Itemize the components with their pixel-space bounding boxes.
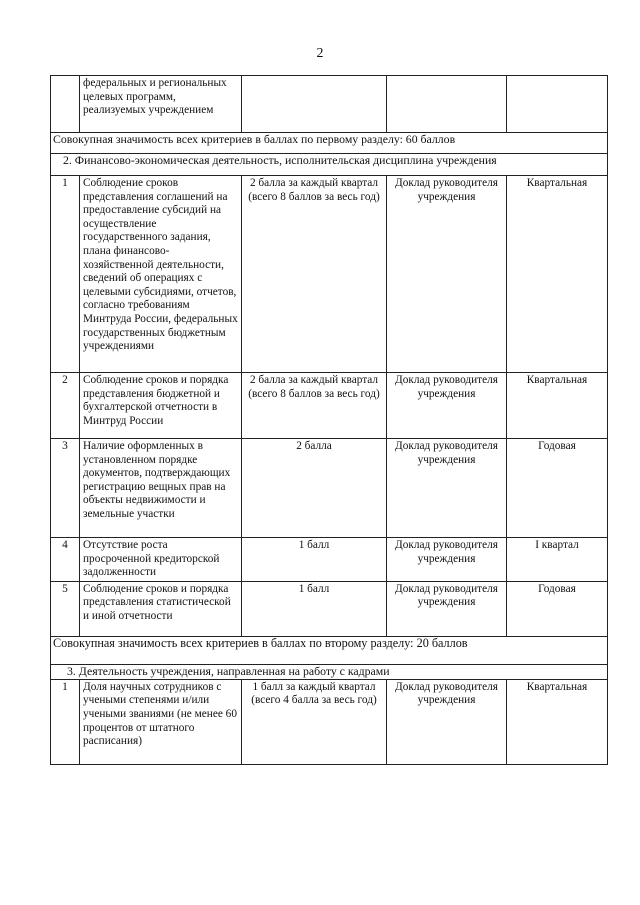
points-cell: 2 балла за каждый квартал (всего 8 баллов за весь год) (242, 373, 387, 439)
table-row (51, 679, 608, 764)
criteria-table (50, 75, 608, 765)
table-row (51, 176, 608, 373)
table-row (51, 581, 608, 636)
report-cell: Доклад руководителя учреждения (387, 679, 507, 764)
report-cell: Доклад руководителя учреждения (387, 581, 507, 636)
report-cell: Доклад руководителя учреждения (387, 538, 507, 582)
period-cell: Квартальная (507, 373, 608, 439)
criterion-cell: Наличие оформленных в установленном порядке документов, подтверждающих регистрацию вещных прав на объекты недвижимости и земельные участки (80, 439, 242, 538)
period-cell (507, 76, 608, 133)
section-summary: Совокупная значимость всех критериев в баллах по первому разделу: 60 баллов (51, 133, 608, 154)
section-header-row (51, 664, 608, 679)
section-summary: Совокупная значимость всех критериев в баллах по второму разделу: 20 баллов (51, 636, 608, 664)
criterion-cell: федеральных и региональных целевых программ, реализуемых учреждением (80, 76, 242, 133)
table-row (51, 373, 608, 439)
report-cell (387, 76, 507, 133)
section-title: 2. Финансово-экономическая деятельность, исполнительская дисциплина учреждения (51, 154, 608, 176)
points-cell (242, 76, 387, 133)
row-number: 5 (51, 581, 80, 636)
criterion-cell: Соблюдение сроков представления соглашений на предоставление субсидий на осуществление государственного задания, плана финансово-хозяйственной деятельности, сведений об операциях с целевыми субсидиями, отчетов, согласно требованиям Минтруда России, федеральных государственных бюджетным учреждениями (80, 176, 242, 373)
period-cell: I квартал (507, 538, 608, 582)
row-number: 1 (51, 176, 80, 373)
points-cell: 1 балл за каждый квартал (всего 4 балла за весь год) (242, 679, 387, 764)
report-cell: Доклад руководителя учреждения (387, 373, 507, 439)
section-summary-row (51, 133, 608, 154)
table-row (51, 538, 608, 582)
section-summary-row (51, 636, 608, 664)
period-cell: Квартальная (507, 679, 608, 764)
period-cell: Квартальная (507, 176, 608, 373)
criterion-cell: Отсутствие роста просроченной кредиторской задолженности (80, 538, 242, 582)
points-cell: 1 балл (242, 538, 387, 582)
points-cell: 1 балл (242, 581, 387, 636)
table-row (51, 76, 608, 133)
period-cell: Годовая (507, 439, 608, 538)
criterion-cell: Соблюдение сроков и порядка представления бюджетной и бухгалтерской отчетности в Минтруд России (80, 373, 242, 439)
row-number: 1 (51, 679, 80, 764)
points-cell: 2 балла (242, 439, 387, 538)
section-header-row (51, 154, 608, 176)
row-number: 2 (51, 373, 80, 439)
period-cell: Годовая (507, 581, 608, 636)
report-cell: Доклад руководителя учреждения (387, 439, 507, 538)
row-number: 3 (51, 439, 80, 538)
page-number: 2 (316, 46, 324, 61)
points-cell: 2 балла за каждый квартал (всего 8 баллов за весь год) (242, 176, 387, 373)
row-number: 4 (51, 538, 80, 582)
section-title: 3. Деятельность учреждения, направленная на работу с кадрами (51, 664, 608, 679)
criterion-cell: Доля научных сотрудников с учеными степенями и/или учеными званиями (не менее 60 процентов от штатного расписания) (80, 679, 242, 764)
table-row (51, 439, 608, 538)
report-cell: Доклад руководителя учреждения (387, 176, 507, 373)
row-number (51, 76, 80, 133)
criterion-cell: Соблюдение сроков и порядка представления статистической и иной отчетности (80, 581, 242, 636)
